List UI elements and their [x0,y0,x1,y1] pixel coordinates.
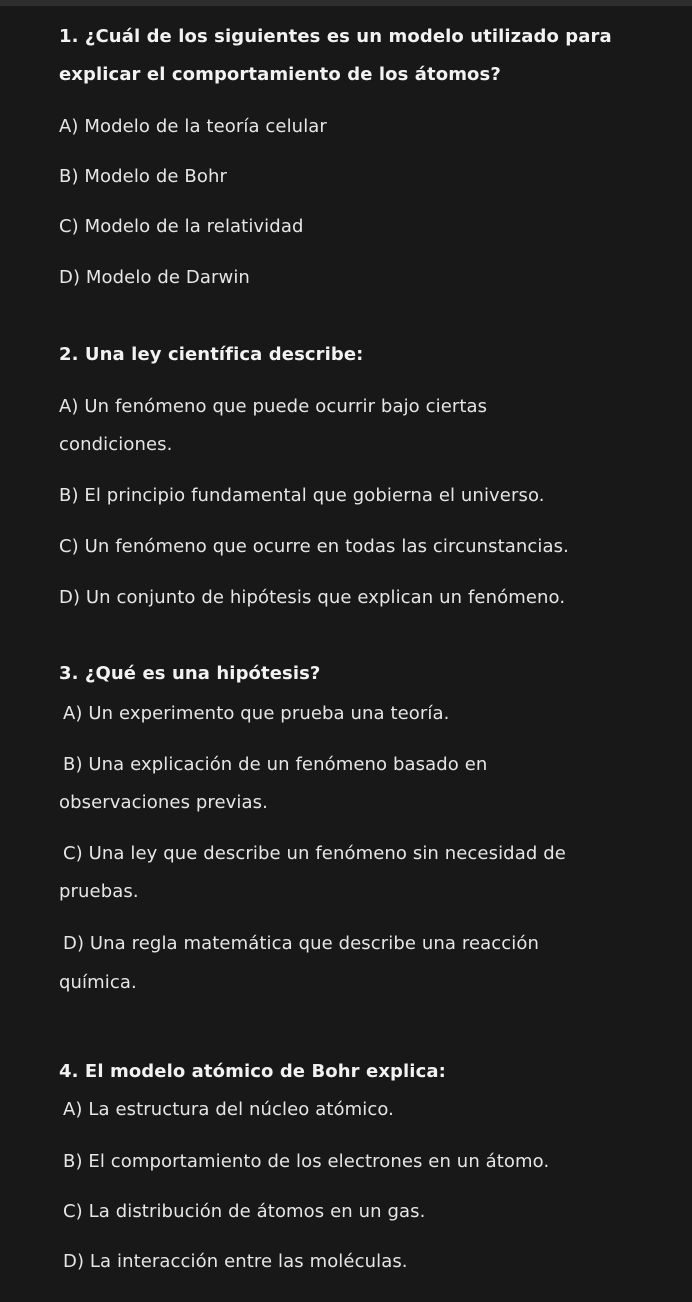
question-2-option-c: C) Un fenómeno que ocurre en todas las circunstancias. [59,536,569,557]
question-3-title: 3. ¿Qué es una hipótesis? [59,663,321,684]
question-3-option-c: C) Una ley que describe un fenómeno sin necesidad de [63,843,566,864]
question-3-option-c-continued: pruebas. [59,881,139,902]
question-1-option-a: A) Modelo de la teoría celular [59,116,327,137]
question-2-option-d: D) Un conjunto de hipótesis que explican un fenómeno. [59,587,566,608]
question-4-option-b: B) El comportamiento de los electrones en un átomo. [63,1151,550,1172]
question-4-option-d: D) La interacción entre las moléculas. [63,1251,408,1272]
question-4-option-c: C) La distribución de átomos en un gas. [63,1201,426,1222]
question-4-option-a: A) La estructura del núcleo atómico. [63,1099,394,1120]
question-3-option-b-continued: observaciones previas. [59,792,268,813]
question-2-option-b: B) El principio fundamental que gobierna el universo. [59,485,545,506]
question-1-option-d: D) Modelo de Darwin [59,267,250,288]
question-3-option-d: D) Una regla matemática que describe una reacción [63,933,539,954]
question-2-title: 2. Una ley científica describe: [59,344,364,365]
question-4-title: 4. El modelo atómico de Bohr explica: [59,1061,446,1082]
question-3-option-d-continued: química. [59,972,137,993]
question-2-option-a: A) Un fenómeno que puede ocurrir bajo ciertas [59,396,488,417]
top-bar [0,0,692,6]
question-1-title-line-1: 1. ¿Cuál de los siguientes es un modelo utilizado para [59,26,612,47]
question-1-title-line-2: explicar el comportamiento de los átomos? [59,64,501,85]
question-3-option-b: B) Una explicación de un fenómeno basado en [63,754,488,775]
question-1-option-c: C) Modelo de la relatividad [59,216,304,237]
question-2-option-a-continued: condiciones. [59,434,173,455]
question-1-option-b: B) Modelo de Bohr [59,166,227,187]
question-3-option-a: A) Un experimento que prueba una teoría. [63,703,450,724]
